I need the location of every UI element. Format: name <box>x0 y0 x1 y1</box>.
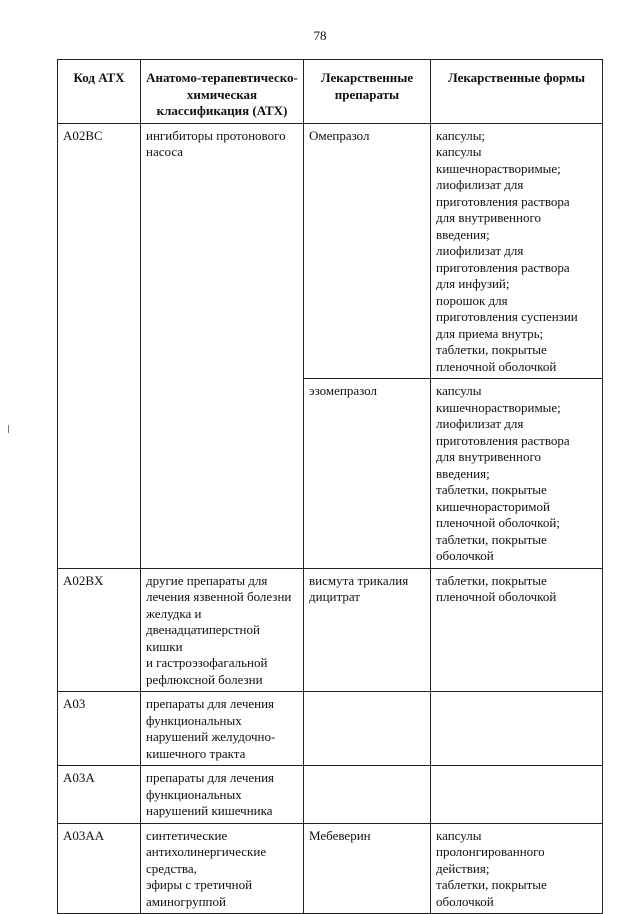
cell-forms-line: таблетки, покрытые <box>436 482 547 497</box>
cell-forms-line: действия; <box>436 860 490 876</box>
cell-classification <box>141 823 304 914</box>
cell-drug-line: дицитрат <box>309 589 360 604</box>
cell-forms-line: приготовления раствора <box>436 193 570 209</box>
cell-forms-line: приготовления раствора <box>436 432 570 448</box>
cell-atc-code: A03 <box>58 692 141 766</box>
cell-classification-line: функциональных <box>146 712 242 728</box>
cell-atc-code: A03AA <box>58 823 141 914</box>
cell-classification-line: аминогруппой <box>146 893 226 909</box>
cell-classification-line: ингибиторы протонового <box>146 127 286 143</box>
cell-classification-line: препараты для лечения <box>146 696 275 711</box>
cell-forms-line: капсулы <box>436 827 482 843</box>
table-header-row <box>58 60 603 124</box>
cell-classification-line: рефлюксной болезни <box>146 671 263 687</box>
cell-classification-line: функциональных <box>146 786 242 802</box>
atc-table <box>57 59 603 914</box>
cell-forms <box>431 823 603 914</box>
cell-forms-line: введения; <box>436 226 490 242</box>
header-forms: Лекарственные формы <box>431 60 603 124</box>
cell-classification-line: препараты для лечения <box>146 770 275 785</box>
cell-forms-line: капсулы <box>436 383 482 398</box>
cell-forms-line: оболочкой <box>436 893 494 909</box>
cell-forms-line: оболочкой <box>436 548 494 563</box>
cell-forms-line: пленочной оболочкой; <box>436 515 560 530</box>
cell-forms-line: введения; <box>436 465 490 481</box>
cell-forms-line: капсулы <box>436 144 482 159</box>
cell-forms-line: кишечнорастворимые; <box>436 160 561 176</box>
cell-classification-line: желудка и <box>146 605 202 621</box>
cell-forms <box>431 568 603 692</box>
cell-classification-line: кишечного тракта <box>146 745 246 761</box>
cell-forms-line: кишечнорастворимые; <box>436 399 561 415</box>
cell-forms-line: порошок для <box>436 292 508 308</box>
cell-classification-line: насоса <box>146 144 184 159</box>
cell-classification-line: эфиры с третичной <box>146 877 253 892</box>
header-drugs: Лекарственные препараты <box>304 60 431 124</box>
cell-drug <box>304 823 431 914</box>
cell-forms-line: пленочной оболочкой <box>436 589 557 604</box>
table-row <box>58 692 603 766</box>
cell-classification-line: и гастроэзофагальной <box>146 655 268 670</box>
cell-drug <box>304 379 431 569</box>
cell-classification-line: другие препараты для <box>146 572 268 588</box>
cell-atc-code: A02BC <box>58 123 141 568</box>
cell-forms-line: таблетки, покрытые <box>436 531 547 547</box>
cell-forms-line: приготовления суспензии <box>436 309 578 324</box>
table-row <box>58 823 603 914</box>
cell-forms-line: лиофилизат для <box>436 177 524 192</box>
cell-classification <box>141 766 304 824</box>
cell-forms <box>431 692 603 766</box>
cell-forms-line: пролонгированного <box>436 844 545 859</box>
table-row <box>58 766 603 824</box>
cell-classification-line: нарушений кишечника <box>146 803 273 818</box>
table-body <box>58 123 603 914</box>
table-row <box>58 123 603 379</box>
cell-forms-line: лиофилизат для <box>436 243 524 258</box>
cell-forms-line: приготовления раствора <box>436 259 570 275</box>
table-row <box>58 568 603 692</box>
cell-classification <box>141 692 304 766</box>
cell-classification-line: синтетические <box>146 827 228 843</box>
cell-atc-code: A02BX <box>58 568 141 692</box>
cell-forms-line: кишечнорасторимой <box>436 498 550 514</box>
cell-forms-line: для внутривенного <box>436 449 541 464</box>
cell-drug-line: висмута трикалия <box>309 572 409 588</box>
cell-forms <box>431 766 603 824</box>
cell-drug-line: Омепразол <box>309 127 370 143</box>
cell-forms-line: таблетки, покрытые <box>436 572 547 588</box>
cell-drug <box>304 692 431 766</box>
cell-forms <box>431 123 603 379</box>
cell-atc-code: A03A <box>58 766 141 824</box>
margin-mark <box>8 425 9 433</box>
cell-classification-line: двенадцатиперстной кишки <box>146 622 260 654</box>
cell-forms-line: капсулы; <box>436 127 486 143</box>
cell-classification-line: нарушений желудочно- <box>146 729 276 744</box>
cell-drug <box>304 766 431 824</box>
cell-classification-line: антихолинергические <box>146 844 267 859</box>
cell-drug <box>304 123 431 379</box>
cell-forms <box>431 379 603 569</box>
cell-forms-line: пленочной оболочкой <box>436 358 557 374</box>
cell-forms-line: таблетки, покрытые <box>436 877 547 892</box>
page-number: 78 <box>313 28 327 43</box>
cell-forms-line: лиофилизат для <box>436 416 524 431</box>
header-code: Код АТХ <box>58 60 141 124</box>
cell-classification-line: средства, <box>146 860 197 876</box>
cell-forms-line: для внутривенного <box>436 210 541 225</box>
cell-drug-line: эзомепразол <box>309 383 377 398</box>
cell-forms-line: для инфузий; <box>436 276 510 291</box>
cell-classification <box>141 568 304 692</box>
header-classification: Анатомо-терапевтическо-химическая классификация (АТХ) <box>141 60 304 124</box>
cell-forms-line: для приема внутрь; <box>436 325 544 341</box>
cell-forms-line: таблетки, покрытые <box>436 342 547 357</box>
cell-drug <box>304 568 431 692</box>
cell-classification <box>141 123 304 568</box>
cell-classification-line: лечения язвенной болезни <box>146 589 292 604</box>
cell-drug-line: Мебеверин <box>309 827 371 843</box>
